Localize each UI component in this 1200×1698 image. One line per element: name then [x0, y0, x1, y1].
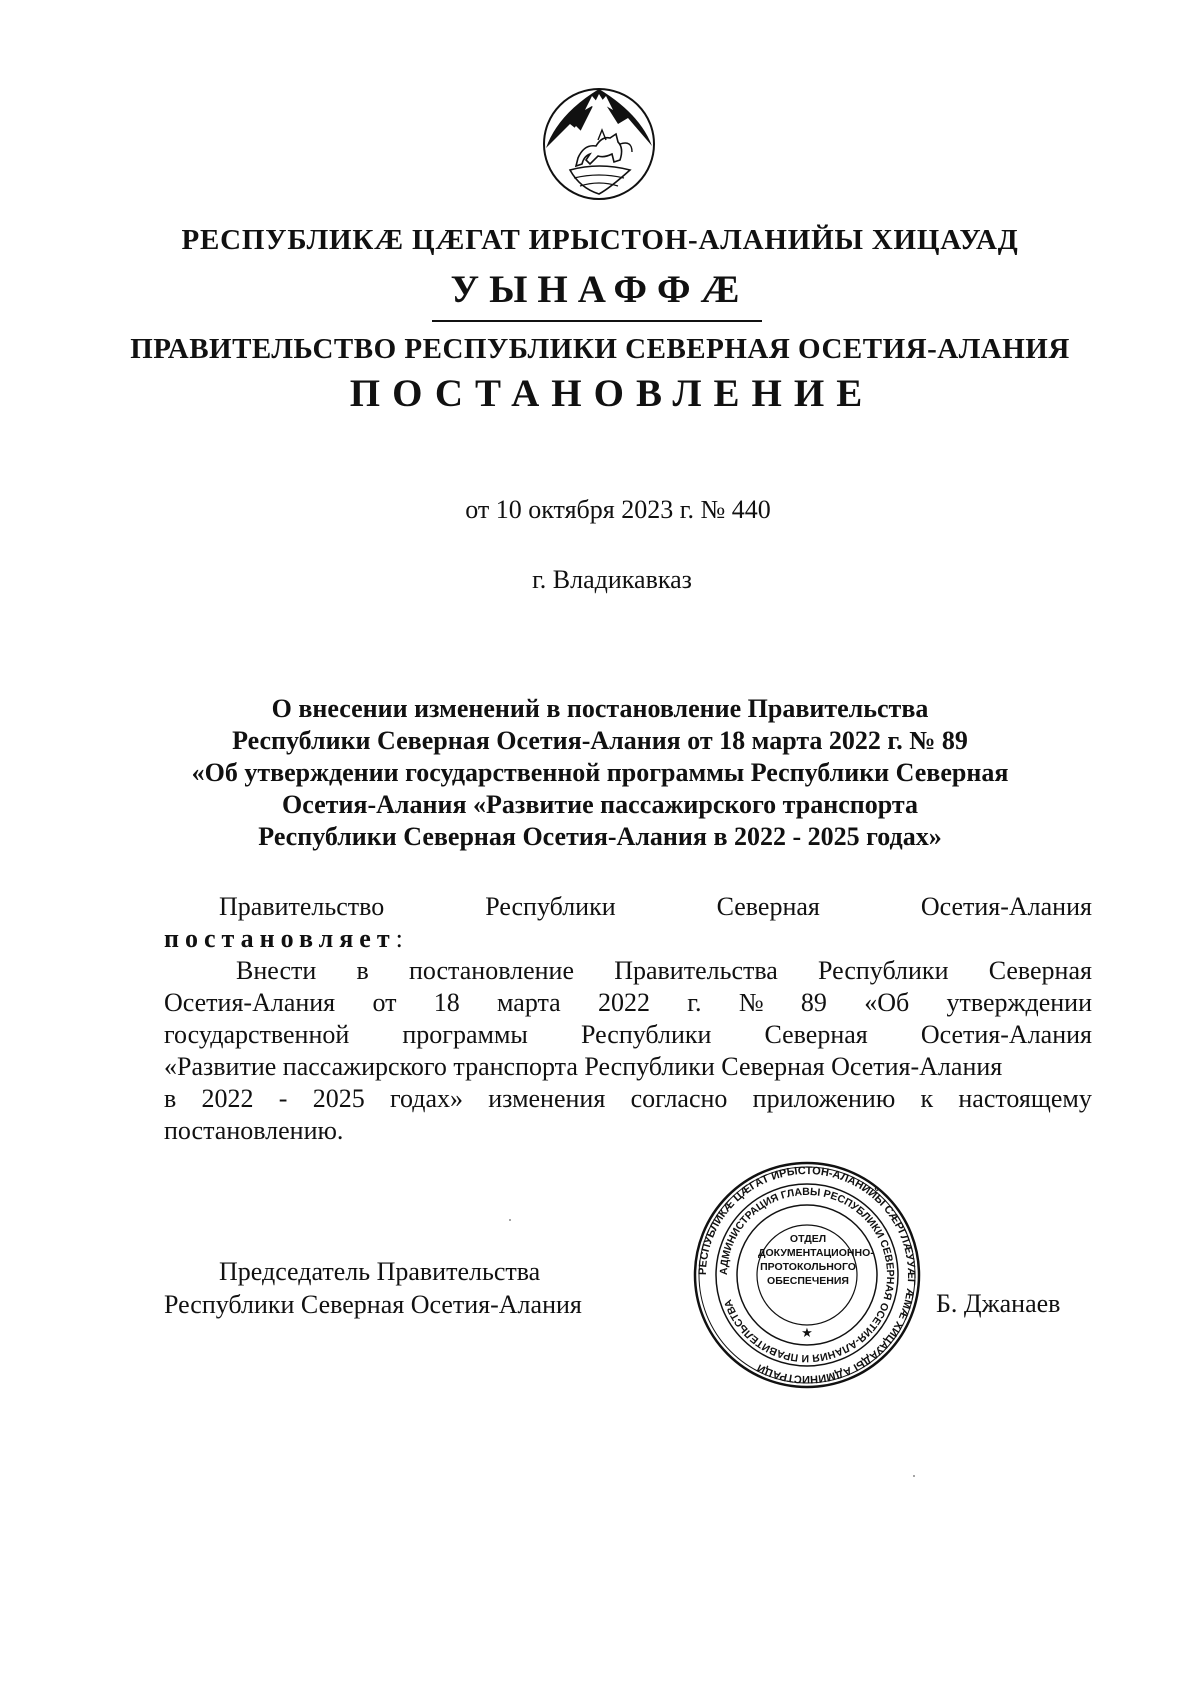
stamp-inner-ring-text: АДМИНИСТРАЦИЯ ГЛАВЫ РЕСПУБЛИКИ СЕВЕРНАЯ ОСЕТИЯ-АЛАНИЯ И ПРАВИТЕЛЬСТВА [717, 1185, 897, 1365]
word: Северная [716, 892, 820, 921]
word: 89 [800, 988, 827, 1017]
word: «Об [864, 988, 910, 1017]
russian-decree-heading: ПОСТАНОВЛЕНИЕ [349, 372, 875, 415]
preamble-line [219, 891, 1092, 923]
word: программы [402, 1020, 528, 1049]
word: утверждении [946, 988, 1092, 1017]
resolves-line [164, 923, 1092, 955]
scan-speck [509, 1219, 511, 1221]
word: согласно [630, 1084, 728, 1113]
coat-of-arms-emblem [540, 84, 658, 204]
word: в [356, 956, 369, 985]
date-and-number: от 10 октября 2023 г. № 440 [465, 495, 771, 524]
stamp-center-line: ОБЕСПЕЧЕНИЯ [767, 1275, 849, 1287]
word: в [164, 1084, 177, 1113]
resolves-colon: : [395, 924, 403, 953]
scan-speck [913, 1475, 915, 1477]
word: изменения [488, 1084, 606, 1113]
word: настоящему [958, 1084, 1092, 1113]
word: Осетия-Алания [920, 892, 1092, 921]
word: 2025 [312, 1084, 365, 1113]
word: Северная [988, 956, 1092, 985]
word: - [278, 1084, 288, 1113]
word: № [738, 988, 764, 1017]
word: 2022 [201, 1084, 254, 1113]
paragraph-line: «Развитие пассажирского транспорта Республики Северная Осетия-Алания [164, 1052, 1003, 1081]
word: Внести [236, 956, 317, 985]
paragraph-line [164, 1019, 1092, 1051]
word: от [372, 988, 397, 1017]
word: Правительства [614, 956, 778, 985]
signatory-position [164, 1255, 582, 1321]
city: г. Владикавказ [532, 565, 692, 594]
stamp-center-line: ОТДЕЛ [789, 1233, 827, 1245]
title-line: О внесении изменений в постановление Правительства [271, 694, 929, 723]
ossetian-government-heading: РЕСПУБЛИКÆ ЦÆГАТ ИРЫСТОН-АЛАНИЙЫ ХИЦАУАД [181, 224, 1019, 256]
stamp-center-text [758, 1232, 874, 1288]
paragraph-line [236, 955, 1092, 987]
paragraph-line [164, 987, 1092, 1019]
signatory-name: Б. Джанаев [936, 1289, 1061, 1318]
title-line: Республики Северная Осетия-Алания от 18 марта 2022 г. № 89 [232, 726, 968, 755]
word: Правительство [219, 892, 385, 921]
word: Республики [580, 1020, 712, 1049]
document-title [0, 693, 1200, 853]
resolves-word: постановляет [164, 924, 396, 953]
word: государственной [164, 1020, 350, 1049]
word: 18 [433, 988, 460, 1017]
word: Республики [818, 956, 949, 985]
stamp-center-line: ДОКУМЕНТАЦИОННО- [758, 1247, 874, 1259]
ossetian-decree-heading: УЫНАФФÆ [450, 268, 750, 311]
word: 2022 [598, 988, 651, 1017]
stamp-outer-ring-text: РЕСПУБЛИКÆ ЦÆГАТ ИРЫСТОН-АЛАНИЙЫ СÆРГЛÆУУÆГ ÆМÆ ХИЦАУАДЫ АДМИНИСТРАЦИ [696, 1164, 918, 1386]
paragraph-line: постановлению. [164, 1116, 344, 1145]
word: приложению [752, 1084, 896, 1113]
word: годах» [389, 1084, 463, 1113]
word: Осетия-Алания [920, 1020, 1092, 1049]
stamp-center-line: ПРОТОКОЛЬНОГО [760, 1261, 856, 1273]
russian-government-heading: ПРАВИТЕЛЬСТВО РЕСПУБЛИКИ СЕВЕРНАЯ ОСЕТИЯ-АЛАНИЯ [130, 333, 1070, 365]
word: Северная [764, 1020, 868, 1049]
word: Республики [485, 892, 616, 921]
signatory-position-line: Республики Северная Осетия-Алания [164, 1290, 582, 1319]
header-divider [432, 320, 762, 322]
signatory-position-line: Председатель Правительства [219, 1257, 541, 1286]
word: марта [497, 988, 561, 1017]
stamp-star: ★ [801, 1325, 813, 1340]
word: постановление [408, 956, 575, 985]
title-line: Осетия-Алания «Развитие пассажирского транспорта [282, 790, 918, 819]
title-line: Республики Северная Осетия-Алания в 2022 - 2025 годах» [258, 822, 942, 851]
word: г. [687, 988, 702, 1017]
title-line: «Об утверждении государственной программы Республики Северная [191, 758, 1009, 787]
word: к [920, 1084, 934, 1113]
paragraph-line [164, 1083, 1092, 1115]
word: Осетия-Алания [164, 988, 336, 1017]
